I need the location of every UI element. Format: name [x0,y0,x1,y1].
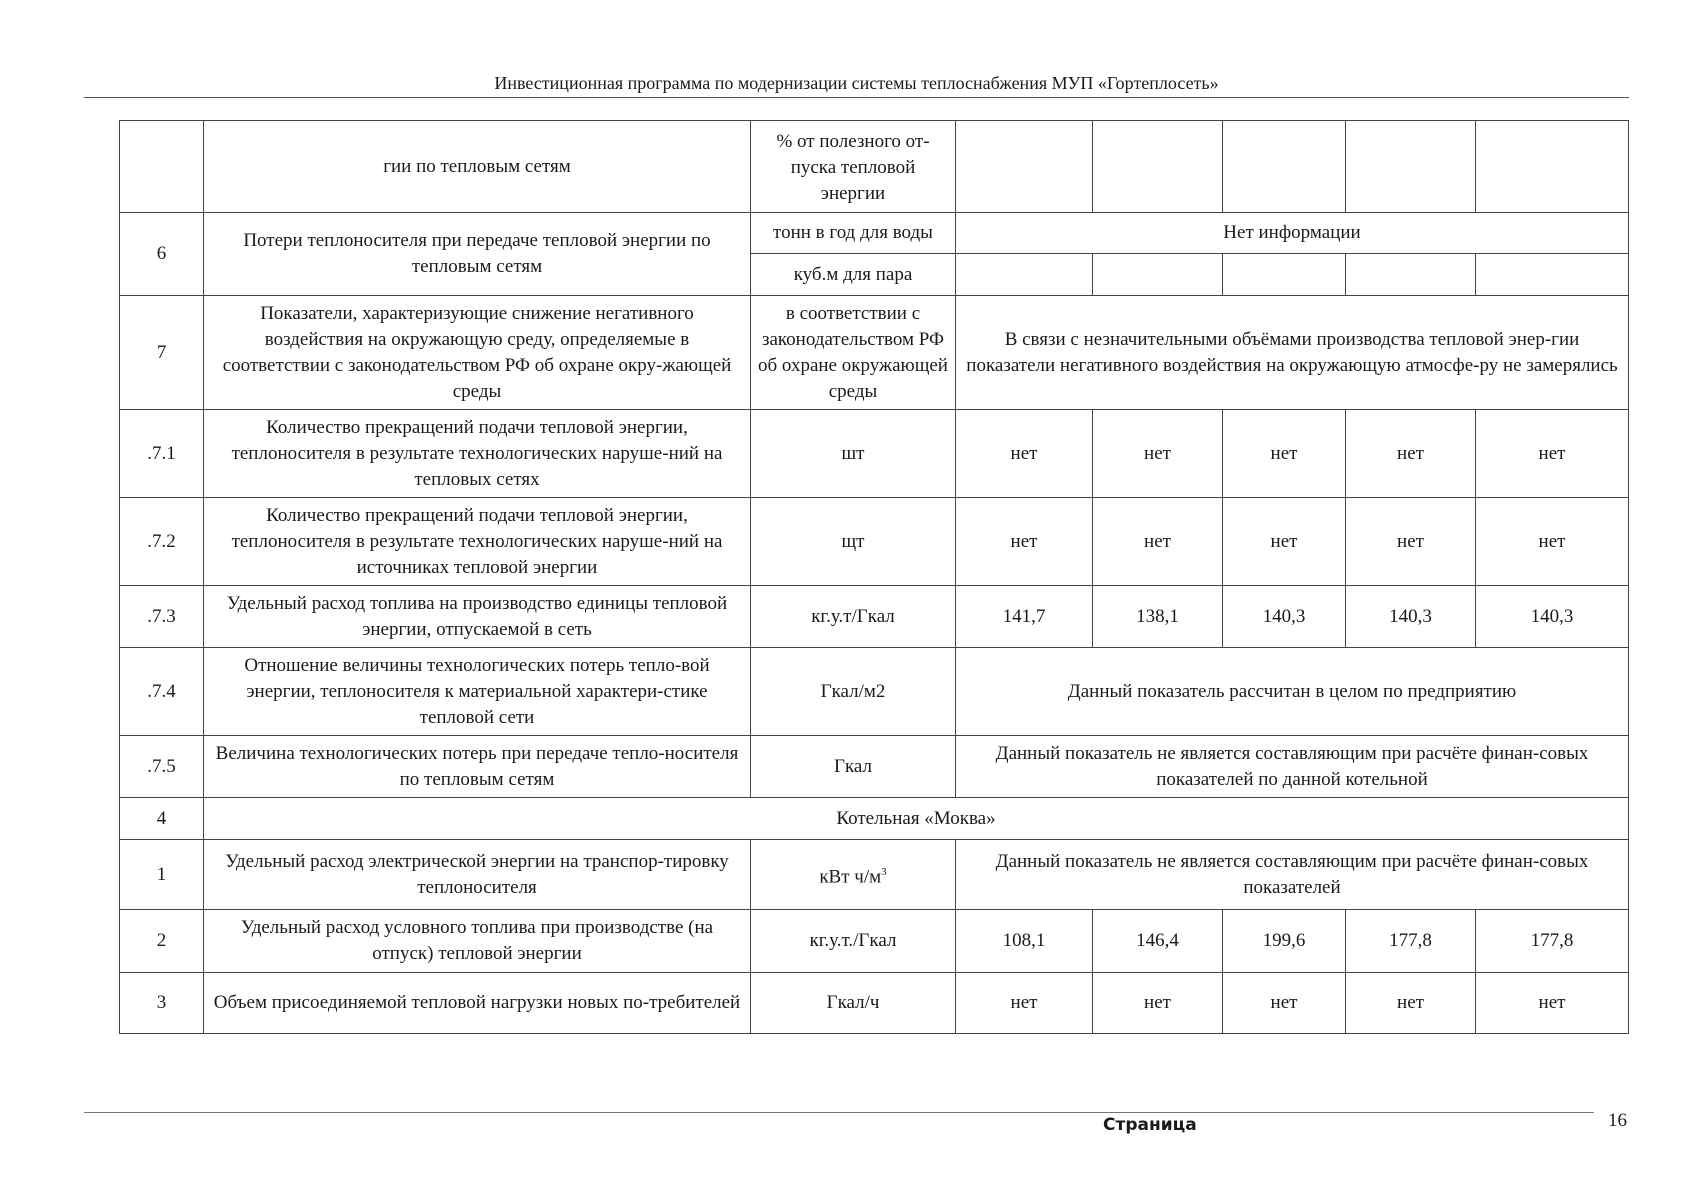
row-number-cell: .7.2 [120,498,204,586]
value-cell: 138,1 [1093,586,1223,648]
value-cell: 108,1 [956,910,1093,973]
value-cell: нет [956,410,1093,498]
unit-cell: щт [751,498,956,586]
table-row [120,410,1629,498]
value-cell [1223,121,1346,213]
value-cell: 177,8 [1346,910,1476,973]
unit-cell: Гкал [751,736,956,798]
value-cell: нет [1223,973,1346,1034]
value-cell [1223,254,1346,296]
unit-cell: шт [751,410,956,498]
section-number-cell: 4 [120,798,204,840]
value-cell: нет [1346,498,1476,586]
merged-value-cell: Данный показатель не является составляющим при расчёте финан-совых показателей по данной котельной [956,736,1629,798]
value-cell [1346,254,1476,296]
value-cell: нет [1346,973,1476,1034]
row-number-cell: 1 [120,840,204,910]
value-cell: нет [1223,410,1346,498]
indicator-name-cell: гии по тепловым сетям [204,121,751,213]
value-cell: 177,8 [1476,910,1629,973]
value-cell: нет [956,498,1093,586]
row-number-cell [120,121,204,213]
row-number-cell: 7 [120,296,204,410]
page-number: 16 [1608,1110,1627,1131]
unit-cell: в соответствии с законодательством РФ об охране окружающей среды [751,296,956,410]
indicator-name-cell: Удельный расход электрической энергии на транспор-тировку теплоносителя [204,840,751,910]
value-cell: нет [1476,498,1629,586]
section-header-row [120,798,1629,840]
value-cell: 199,6 [1223,910,1346,973]
header-divider [84,97,1629,98]
value-cell: нет [956,973,1093,1034]
table-row [120,973,1629,1034]
value-cell [1093,254,1223,296]
unit-cell: тонн в год для воды [751,213,956,254]
value-cell: нет [1346,410,1476,498]
table-row [120,736,1629,798]
value-cell: 140,3 [1346,586,1476,648]
indicator-name-cell: Удельный расход топлива на производство единицы тепловой энергии, отпускаемой в сеть [204,586,751,648]
indicator-name-cell: Количество прекращений подачи тепловой энергии, теплоносителя в результате технологических наруше-ний на тепловых сетях [204,410,751,498]
merged-value-cell: Нет информации [956,213,1629,254]
merged-value-cell: В связи с незначительными объёмами производства тепловой энер-гии показатели негативного воздействия на окружающую атмосфе-ру не замерялись [956,296,1629,410]
merged-value-cell: Данный показатель рассчитан в целом по предприятию [956,648,1629,736]
table-row [120,840,1629,910]
table-row [120,213,1629,254]
table-row [120,121,1629,213]
indicator-name-cell: Отношение величины технологических потерь тепло-вой энергии, теплоносителя к материальной характери-стике тепловой сети [204,648,751,736]
unit-cell: кг.у.т/Гкал [751,586,956,648]
unit-cell: Гкал/ч [751,973,956,1034]
unit-cell [751,840,956,910]
indicator-name-cell: Величина технологических потерь при передаче тепло-носителя по тепловым сетям [204,736,751,798]
value-cell: нет [1223,498,1346,586]
row-number-cell: .7.5 [120,736,204,798]
value-cell [1476,121,1629,213]
row-number-cell: 2 [120,910,204,973]
unit-cell: куб.м для пара [751,254,956,296]
value-cell: нет [1476,410,1629,498]
table-row [120,586,1629,648]
document-header-title: Инвестиционная программа по модернизации системы теплоснабжения МУП «Гортеплосеть» [494,73,1219,93]
indicator-name-cell: Удельный расход условного топлива при производстве (на отпуск) тепловой энергии [204,910,751,973]
row-number-cell: 3 [120,973,204,1034]
unit-superscript: 3 [881,865,887,878]
value-cell: нет [1093,498,1223,586]
unit-text: кВт ч/м [819,866,882,888]
value-cell [1476,254,1629,296]
indicator-name-cell: Объем присоединяемой тепловой нагрузки новых по-требителей [204,973,751,1034]
indicator-name-cell: Показатели, характеризующие снижение негативного воздействия на окружающую среду, определяемые в соответствии с законодательством РФ об охране окру-жающей среды [204,296,751,410]
value-cell [1093,121,1223,213]
value-cell: 140,3 [1223,586,1346,648]
value-cell: 146,4 [1093,910,1223,973]
table-row [120,296,1629,410]
row-number-cell: .7.1 [120,410,204,498]
row-number-cell: .7.4 [120,648,204,736]
indicator-name-cell: Потери теплоносителя при передаче тепловой энергии по тепловым сетям [204,213,751,296]
value-cell: нет [1476,973,1629,1034]
footer-divider [84,1112,1594,1113]
value-cell [956,254,1093,296]
table-row [120,498,1629,586]
value-cell [956,121,1093,213]
indicators-table [119,120,1629,1034]
section-title-cell: Котельная «Моква» [204,798,1629,840]
value-cell: 141,7 [956,586,1093,648]
indicator-name-cell: Количество прекращений подачи тепловой энергии, теплоносителя в результате технологических наруше-ний на источниках тепловой энергии [204,498,751,586]
row-number-cell: 6 [120,213,204,296]
footer-page-label: Страница [1103,1115,1197,1135]
value-cell [1346,121,1476,213]
table-row [120,648,1629,736]
table-row [120,910,1629,973]
value-cell: 140,3 [1476,586,1629,648]
unit-cell: кг.у.т./Гкал [751,910,956,973]
unit-cell: Гкал/м2 [751,648,956,736]
value-cell: нет [1093,410,1223,498]
row-number-cell: .7.3 [120,586,204,648]
merged-value-cell: Данный показатель не является составляющим при расчёте финан-совых показателей [956,840,1629,910]
unit-cell: % от полезного от-пуска тепловой энергии [751,121,956,213]
value-cell: нет [1093,973,1223,1034]
